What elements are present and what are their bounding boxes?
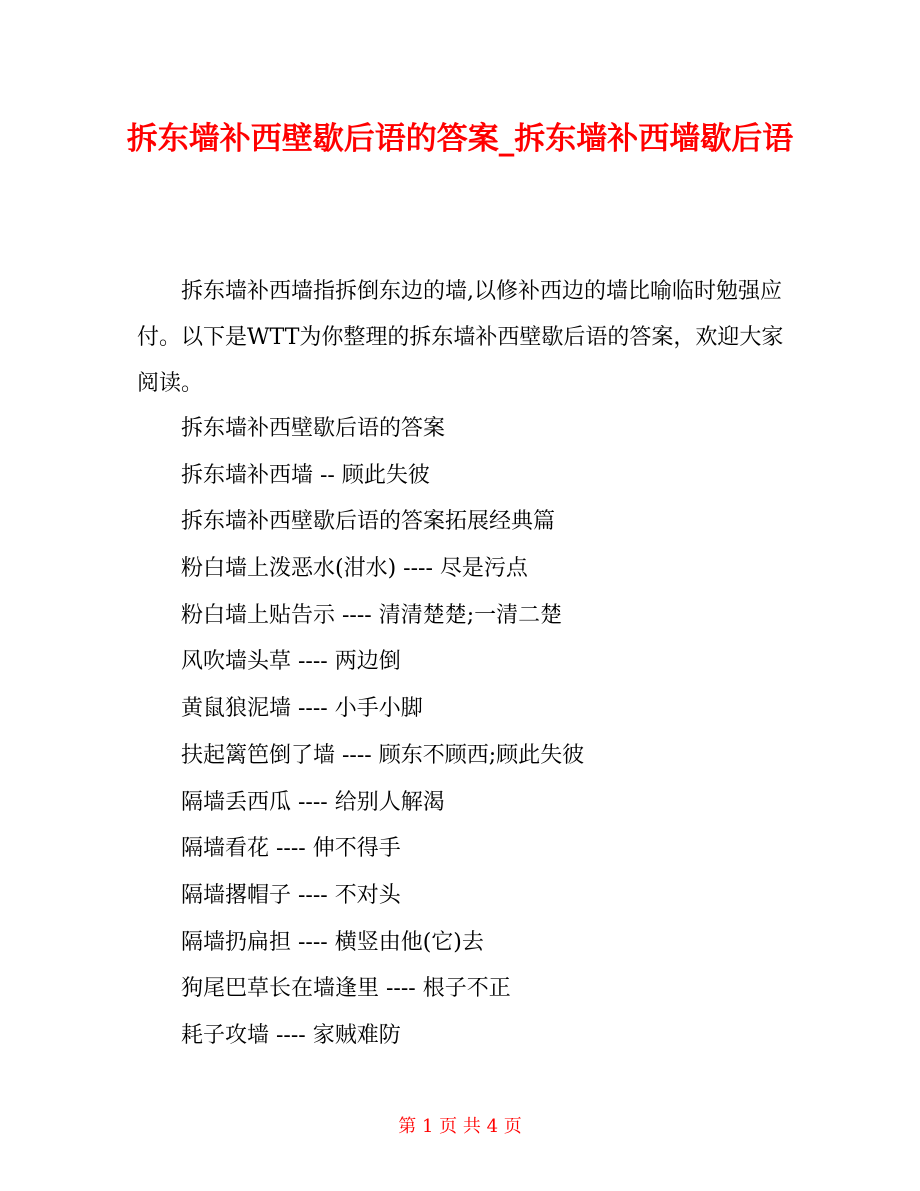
intro-paragraph: 拆东墙补西墙指拆倒东边的墙,以修补西边的墙比喻临时勉强应付。以下是WTT为你整理的拆东墙补西壁歇后语的答案，欢迎大家阅读。 <box>137 279 784 396</box>
list-item: 隔墙撂帽子 ---- 不对头 <box>181 882 401 908</box>
list-item: 风吹墙头草 ---- 两边倒 <box>181 649 401 675</box>
page-footer: 第 1 页 共 4 页 <box>398 1116 522 1137</box>
list-item: 拆东墙补西壁歇后语的答案 <box>181 416 446 441</box>
list-item: 耗子攻墙 ---- 家贼难防 <box>181 1022 401 1048</box>
list-item: 粉白墙上贴告示 ---- 清清楚楚;一清二楚 <box>181 602 563 628</box>
list-item: 黄鼠狼泥墙 ---- 小手小脚 <box>181 696 423 722</box>
list-item: 拆东墙补西墙 -- 顾此失彼 <box>181 462 430 488</box>
list-item: 狗尾巴草长在墙逢里 ---- 根子不正 <box>181 976 511 1002</box>
list-item: 隔墙丢西瓜 ---- 给别人解渴 <box>181 789 445 815</box>
list-item: 扶起篱笆倒了墙 ---- 顾东不顾西;顾此失彼 <box>181 742 585 768</box>
list-item: 隔墙看花 ---- 伸不得手 <box>181 836 401 862</box>
document-title: 拆东墙补西壁歇后语的答案_拆东墙补西墙歇后语 <box>126 121 794 157</box>
idiom-list <box>181 406 801 1060</box>
list-item: 拆东墙补西壁歇后语的答案拓展经典篇 <box>181 509 556 535</box>
list-item: 粉白墙上泼恶水(泔水) ---- 尽是污点 <box>181 556 528 582</box>
list-item: 隔墙扔扁担 ---- 横竖由他(它)去 <box>181 929 484 955</box>
